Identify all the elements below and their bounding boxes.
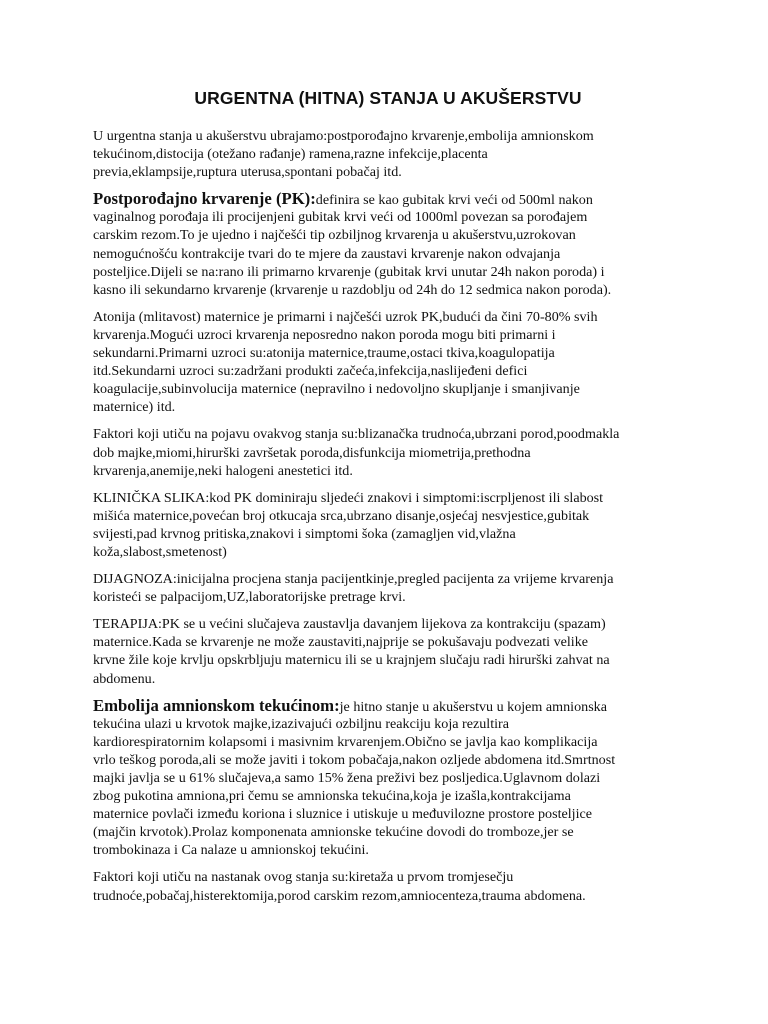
text-line: vaginalnog porođaja ili procijenjeni gubitak krvi veći od 1000ml povezan sa porođajem xyxy=(93,209,588,226)
text-line: krvne žile koje krvlju opskrbljuju maternicu ili se u krajnjem slučaju radi hirurški zahvat na xyxy=(93,652,610,669)
document-title: URGENTNA (HITNA) STANJA U AKUŠERSTVU xyxy=(194,88,582,108)
text-line: krvarenja,anemije,neki halogeni anestetici itd. xyxy=(93,462,353,479)
text-line: krvarenja.Mogući uzroci krvarenja neposredno nakon poroda mogu biti primarni i xyxy=(93,326,556,343)
paragraph-postpartum-hemorrhage xyxy=(93,190,683,299)
text-line: KLINIČKA SLIKA:kod PK dominiraju sljedeći znakovi i simptomi:iscrpljenost ili slabost xyxy=(93,489,604,506)
text-line: trudnoće,pobačaj,histerektomija,porod carskim rezom,amniocenteza,trauma abdomena. xyxy=(93,887,586,904)
text-line: maternice.Kada se krvarenje ne može zaustaviti,najprije se pokušavaju podvezati velike xyxy=(93,634,589,651)
paragraph-clinical-picture xyxy=(93,489,683,561)
text-line: itd.Sekundarni uzroci su:zadržani produkti začeća,infekcija,naslijeđeni defici xyxy=(93,363,528,380)
text-line: koristeći se palpacijom,UZ,laboratorijske pretrage krvi. xyxy=(93,589,406,606)
document-page xyxy=(93,88,683,914)
text-line: kasno ili sekundarno krvarenje (krvarenje u razdoblju od 24h do 12 sedmica nakon poroda). xyxy=(93,281,612,298)
text-line xyxy=(93,697,683,715)
text-line: trombokinaza i Ca nalaze u amnionskoj tekućini. xyxy=(93,842,369,859)
text-line: posteljice.Dijeli se na:rano ili primarno krvarenje (gubitak krvi unutar 24h nakon poroda) i xyxy=(93,263,605,280)
paragraph-intro xyxy=(93,127,683,181)
paragraph-therapy xyxy=(93,615,683,687)
text-line: koagulacije,subinvolucija maternice (nepravilno i nedovoljno skupljanje i smanjivanje xyxy=(93,381,580,398)
text-fragment: je hitno stanje u akušerstvu u kojem amnionska xyxy=(339,698,607,715)
text-line: previa,eklampsije,ruptura uterusa,spontani pobačaj itd. xyxy=(93,164,402,181)
paragraph-atony xyxy=(93,308,683,417)
text-line: tekućina ulazi u krvotok majke,izazivajući ozbiljnu reakciju koja rezultira xyxy=(93,715,509,732)
text-line: maternice povlači između koriona i sluznice i utiskuje u međuvilozne prostore posteljice xyxy=(93,806,592,823)
text-line: svijesti,pad krvnog pritiska,znakovi i simptomi šoka (zamagljen vid,vlažna xyxy=(93,525,516,542)
paragraph-amniotic-embolism xyxy=(93,697,683,860)
text-fragment: definira se kao gubitak krvi veći od 500ml nakon xyxy=(315,192,593,209)
text-line: U urgentna stanja u akušerstvu ubrajamo:postporođajno krvarenje,embolija amnionskom xyxy=(93,128,594,144)
text-line: kardiorespiratornim kolapsomi i masivnim krvarenjem.Obično se javlja kao komplikacija xyxy=(93,733,598,750)
section-heading-postpartum-hemorrhage: Postporođajno krvarenje (PK): xyxy=(93,189,316,209)
text-line: carskim rezom.To je ujedno i najčešći tip ozbiljnog krvarenja u akušerstvu,uzrokovan xyxy=(93,227,576,244)
text-line: TERAPIJA:PK se u većini slučajeva zaustavlja davanjem lijekova za kontrakciju (spazam) xyxy=(93,616,606,633)
text-line: (majčin krvotok).Prolaz komponenata amnionske tekućine dovodi do tromboze,jer se xyxy=(93,824,574,841)
section-heading-amniotic-embolism: Embolija amnionskom tekućinom: xyxy=(93,695,340,715)
paragraph-diagnosis xyxy=(93,570,683,606)
text-line: Faktori koji utiču na nastanak ovog stanja su:kiretaža u prvom tromjesečju xyxy=(93,869,514,886)
text-line: maternice) itd. xyxy=(93,399,176,416)
text-line: Faktori koji utiču na pojavu ovakvog stanja su:blizanačka trudnoća,ubrzani porod,poodmakla xyxy=(93,426,620,443)
text-line: tekućinom,distocija (otežano rađanje) ramena,razne infekcije,placenta xyxy=(93,146,488,163)
text-line: zbog pukotina amniona,pri čemu se amnionska tekućina,koja je izašla,kontrakcijama xyxy=(93,788,571,805)
text-line: Atonija (mlitavost) maternice je primarni i najčešći uzrok PK,budući da čini 70-80% svih xyxy=(93,308,598,325)
text-line: mišića maternice,povećan broj otkucaja srca,ubrzano disanje,osjećaj nesvjestice,gubitak xyxy=(93,507,590,524)
text-line: sekundarni.Primarni uzroci su:atonija maternice,traume,ostaci tkiva,koagulopatija xyxy=(93,345,555,362)
paragraph-embolism-factors xyxy=(93,868,683,904)
text-line xyxy=(93,190,683,208)
paragraph-risk-factors xyxy=(93,425,683,479)
text-line: vrlo teškog poroda,ali se može javiti i tokom pobačaja,nakon ozljede abdomena itd.Smrtnost xyxy=(93,751,616,768)
text-line: nemogućnošću kontrakcije tvari do te mjere da zaustavi krvarenje nakon odvajanja xyxy=(93,245,561,262)
text-line: DIJAGNOZA:inicijalna procjena stanja pacijentkinje,pregled pacijenta za vrijeme krvarenja xyxy=(93,571,614,588)
text-line: koža,slabost,smetenost) xyxy=(93,543,227,560)
text-line: abdomenu. xyxy=(93,670,156,687)
text-line: dob majke,miomi,hirurški završetak poroda,disfunkcija miometrija,prethodna xyxy=(93,444,531,461)
text-line: majki javlja se u 61% slučajeva,a samo 15% žena preživi bez posljedica.Uglavnom dolazi xyxy=(93,770,601,786)
